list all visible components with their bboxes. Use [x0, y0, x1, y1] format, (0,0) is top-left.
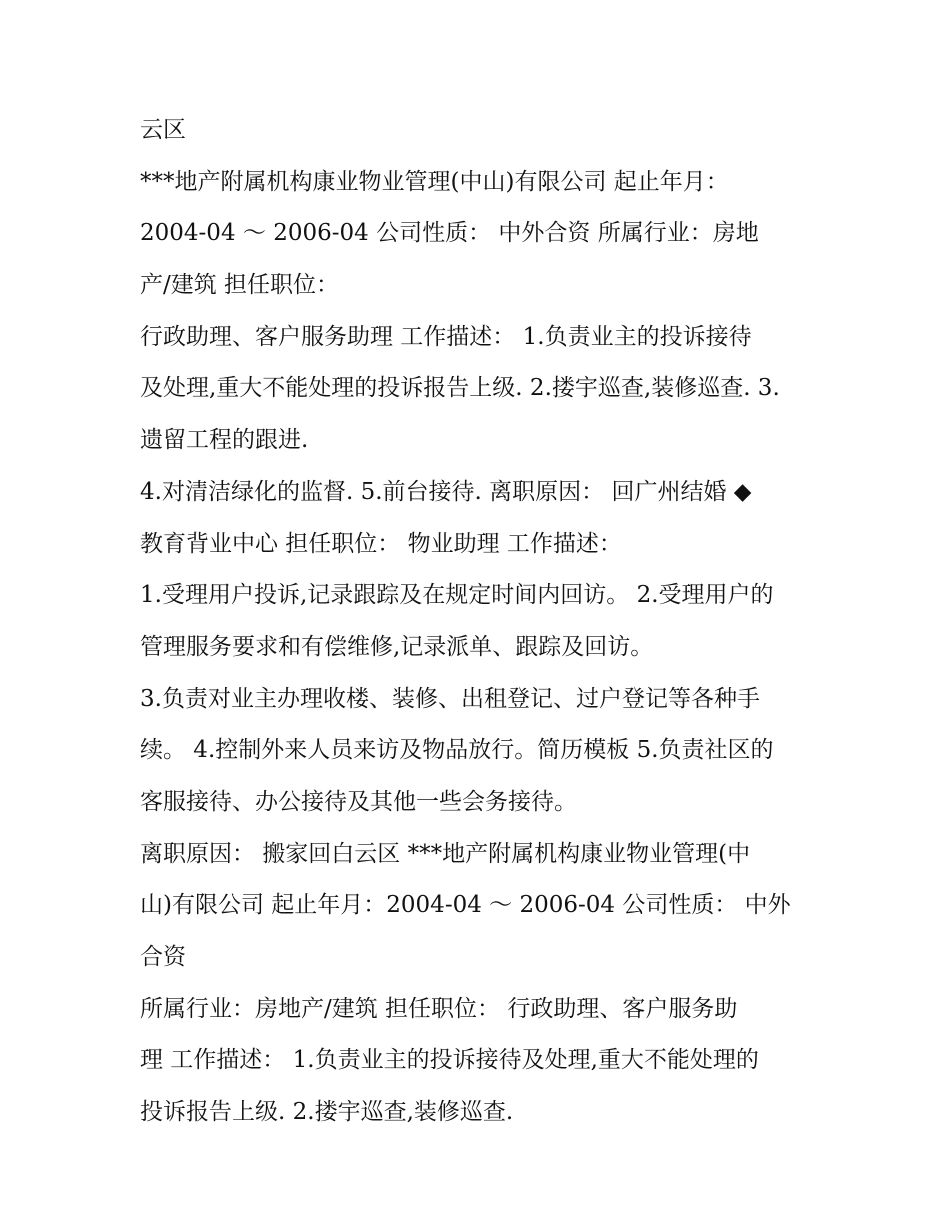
- text-line: 山)有限公司 起止年月：2004-04 ～ 2006-04 公司性质： 中外: [140, 892, 791, 919]
- text-line: 教育背业中心 担任职位： 物业助理 工作描述：: [140, 530, 622, 557]
- text-line: 管理服务要求和有偿维修,记录派单、跟踪及回访。: [140, 633, 654, 660]
- text-line: 遗留工程的跟进.: [140, 427, 309, 454]
- text-line: 离职原因： 搬家回白云区 ***地产附属机构康业物业管理(中: [140, 840, 751, 867]
- text-line: 4.对清洁绿化的监督. 5.前台接待. 离职原因： 回广州结婚 ◆: [140, 478, 752, 505]
- document-body: [140, 105, 820, 1139]
- text-line: 2004-04 ～ 2006-04 公司性质： 中外合资 所属行业：房地: [140, 220, 759, 247]
- text-line: 行政助理、客户服务助理 工作描述： 1.负责业主的投诉接待: [140, 323, 752, 350]
- text-line: 合资: [140, 944, 186, 970]
- text-line: 续。 4.控制外来人员来访及物品放行。简历模板 5.负责社区的: [140, 737, 774, 764]
- text-line: 云区: [140, 117, 186, 143]
- text-line: 客服接待、办公接待及其他一些会务接待。: [140, 788, 577, 815]
- text-line: 投诉报告上级. 2.搂宇巡查,装修巡查.: [140, 1099, 514, 1126]
- text-line: 及处理,重大不能处理的投诉报告上级. 2.搂宇巡查,装修巡查. 3.: [140, 375, 780, 402]
- text-line: 1.受理用户投诉,记录跟踪及在规定时间内回访。 2.受理用户的: [140, 582, 774, 609]
- text-line: 理 工作描述： 1.负责业主的投诉接待及处理,重大不能处理的: [140, 1047, 759, 1074]
- text-line: ***地产附属机构康业物业管理(中山)有限公司 起止年月：: [140, 168, 729, 195]
- text-line: 3.负责对业主办理收楼、装修、出租登记、过户登记等各种手: [140, 685, 760, 712]
- text-line: 所属行业：房地产/建筑 担任职位： 行政助理、客户服务助: [140, 995, 738, 1022]
- text-line: 产/建筑 担任职位：: [140, 272, 340, 299]
